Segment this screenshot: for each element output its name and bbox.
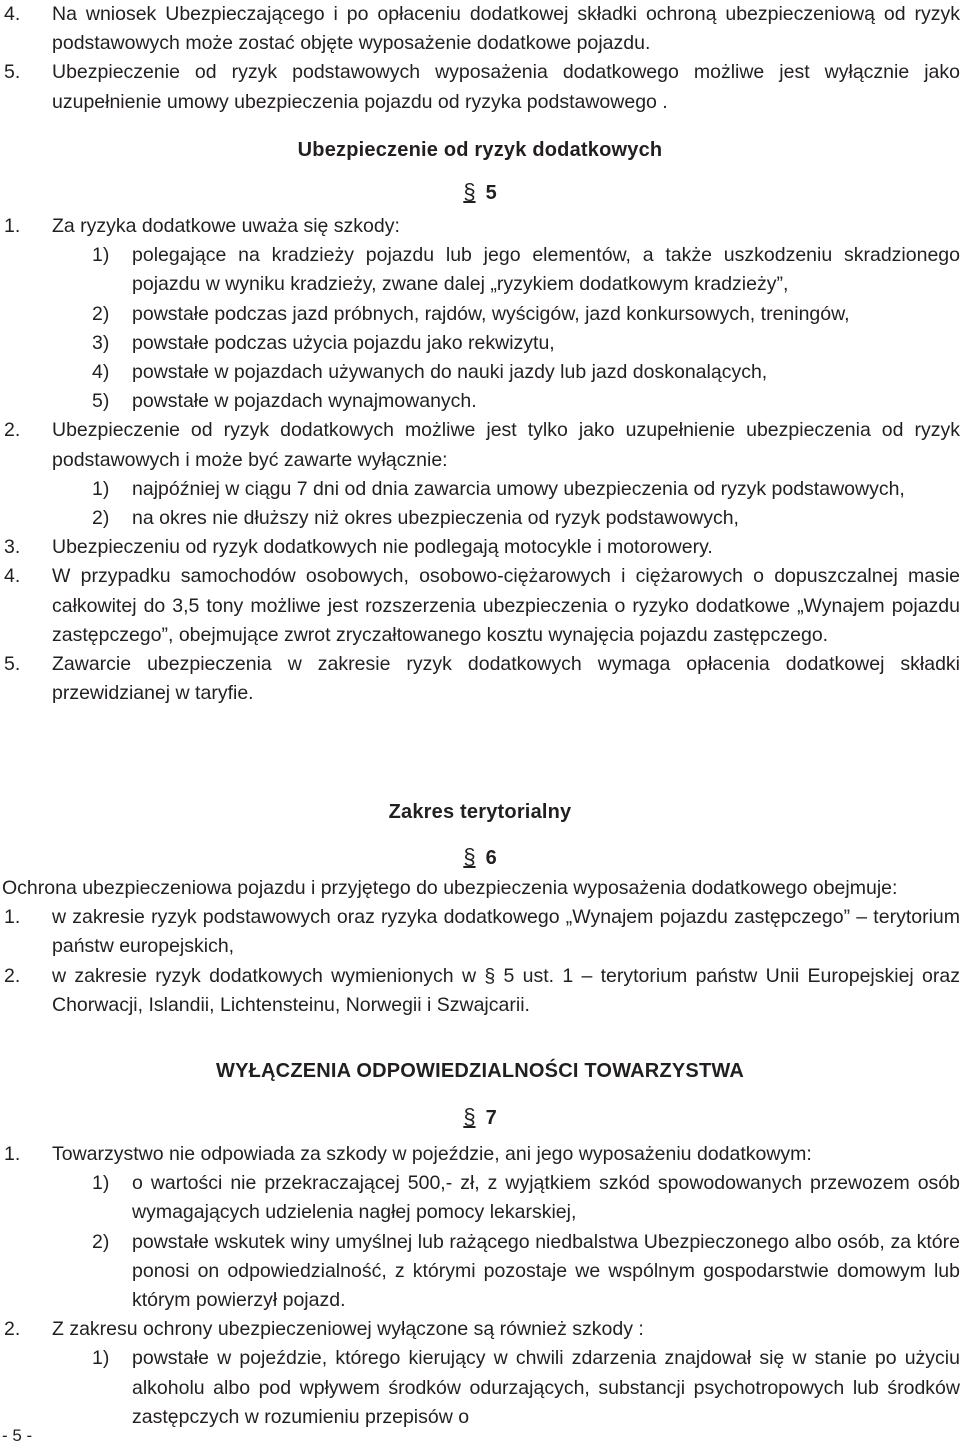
- sub-item-number: 1): [92, 244, 110, 267]
- paragraph-number: 7: [485, 1107, 497, 1129]
- list-item: [0, 416, 960, 474]
- item-number: 3.: [4, 536, 21, 559]
- sub-item-number: 2): [92, 1230, 110, 1253]
- item-text: Zawarcie ubezpieczenia w zakresie ryzyk dodatkowych wymaga opłacenia dodatkowej składki przewidzianej w taryfie.: [52, 653, 960, 705]
- section-heading-additional-risks: Ubezpieczenie od ryzyk dodatkowych: [297, 139, 663, 161]
- sub-item-text: polegające na kradzieży pojazdu lub jego elementów, a także uszkodzeniu skradzionego pojazdu w wyniku kradzieży, zwane dalej „ryzykiem dodatkowym kradzieży”,: [132, 244, 960, 296]
- item-number: 4.: [4, 3, 21, 25]
- sub-item-number: 3): [92, 331, 110, 354]
- sub-item-number: 2): [92, 302, 110, 325]
- sub-item-text: powstałe w pojazdach używanych do nauki jazdy lub jazd doskonalących,: [132, 361, 768, 384]
- sub-item-text: o wartości nie przekraczającej 500,- zł, z wyjątkiem szkód spowodowanych przewozem osób wymagających udzielenia nagłej pomocy lekarskiej,: [132, 1172, 960, 1224]
- sub-list-item: [0, 1228, 960, 1316]
- sub-list-item: [0, 1344, 960, 1432]
- item-number: 2.: [4, 1318, 21, 1341]
- paragraph-number-6: [0, 842, 960, 873]
- paragraph-6-body: [0, 874, 960, 1020]
- item-number: 5.: [4, 653, 21, 676]
- list-item: [0, 962, 960, 1020]
- sub-item-text: najpóźniej w ciągu 7 dni od dnia zawarcia umowy ubezpieczenia od ryzyk podstawowych,: [132, 477, 905, 500]
- list-item: [0, 533, 960, 562]
- list-item: [0, 1315, 960, 1344]
- paragraph-number: 6: [485, 847, 497, 869]
- sub-item-text: powstałe podczas jazd próbnych, rajdów, wyścigów, jazd konkursowych, treningów,: [132, 302, 850, 325]
- list-item: [0, 650, 960, 708]
- paragraph-7-body: [0, 1140, 960, 1432]
- sub-list-item: [0, 300, 960, 329]
- sub-list-item: [0, 504, 960, 533]
- sub-list-item: [0, 387, 960, 416]
- item-text: Towarzystwo nie odpowiada za szkody w pojeździe, ani jego wyposażeniu dodatkowym:: [52, 1143, 812, 1165]
- section-sign: §: [463, 844, 476, 869]
- sub-list-item: [0, 329, 960, 358]
- paragraph-number-5: [0, 177, 960, 208]
- item-number: 1.: [4, 1143, 21, 1165]
- paragraph-number-7: [0, 1102, 960, 1133]
- item-text: w zakresie ryzyk podstawowych oraz ryzyka dodatkowego „Wynajem pojazdu zastępczego” – terytorium państw europejskich,: [52, 906, 960, 958]
- list-item: [0, 58, 960, 116]
- sub-item-number: 2): [92, 507, 110, 530]
- item-number: 4.: [4, 565, 21, 588]
- section-sign: §: [463, 1104, 476, 1129]
- list-item: [0, 0, 960, 58]
- sub-item-text: powstałe podczas użycia pojazdu jako rekwizytu,: [132, 331, 555, 354]
- sub-item-text: na okres nie dłuższy niż okres ubezpieczenia od ryzyk podstawowych,: [132, 507, 739, 530]
- item-text: Za ryzyka dodatkowe uważa się szkody:: [52, 215, 400, 237]
- sub-item-text: powstałe wskutek winy umyślnej lub rażącego niedbalstwa Ubezpieczonego albo osób, za które ponosi on odpowiedzialność, z którymi pozostaje we wspólnym gospodarstwie domowym lub którym powierzył pojazd.: [132, 1230, 960, 1312]
- sub-item-number: 4): [92, 361, 110, 384]
- sub-item-text: powstałe w pojeździe, którego kierujący w chwili zdarzenia znajdował się w stanie po użyciu alkoholu albo pod wpływem środków odurzających, substancji psychotropowych lub środków zastępczych w rozumieniu przepisów o: [132, 1347, 960, 1428]
- list-item: [0, 1140, 960, 1169]
- item-text: Ubezpieczeniu od ryzyk dodatkowych nie podlegają motocykle i motorowery.: [52, 536, 713, 559]
- list-item: [0, 562, 960, 650]
- item-number: 2.: [4, 964, 21, 987]
- item-number: 1.: [4, 906, 21, 929]
- sub-list-item: [0, 475, 960, 504]
- item-text: Z zakresu ochrony ubezpieczeniowej wyłączone są również szkody :: [52, 1318, 644, 1341]
- list-item: [0, 212, 960, 241]
- item-number: 5.: [4, 61, 21, 84]
- paragraph-intro: Ochrona ubezpieczeniowa pojazdu i przyjętego do ubezpieczenia wyposażenia dodatkowego obejmuje:: [2, 877, 898, 899]
- list-item: [0, 903, 960, 961]
- sub-list-item: [0, 241, 960, 299]
- page-number: - 5 -: [2, 1426, 33, 1445]
- section-heading-exclusions: WYŁĄCZENIA ODPOWIEDZIALNOŚCI TOWARZYSTWA: [216, 1060, 744, 1082]
- item-number: 2.: [4, 419, 21, 442]
- section-sign: §: [463, 179, 476, 204]
- sub-item-number: 1): [92, 1172, 110, 1195]
- intro-items: [0, 0, 960, 117]
- sub-item-number: 5): [92, 390, 110, 413]
- sub-item-number: 1): [92, 1347, 110, 1370]
- sub-list-item: [0, 1169, 960, 1227]
- paragraph-5-body: [0, 212, 960, 708]
- item-text: w zakresie ryzyk dodatkowych wymienionych w § 5 ust. 1 – terytorium państw Unii Europejskiej oraz Chorwacji, Islandii, Lichtensteinu, Norwegii i Szwajcarii.: [52, 964, 960, 1016]
- item-number: 1.: [4, 215, 21, 237]
- sub-item-text: powstałe w pojazdach wynajmowanych.: [132, 390, 477, 413]
- item-text: Na wniosek Ubezpieczającego i po opłaceniu dodatkowej składki ochroną ubezpieczeniową od ryzyk podstawowych może zostać objęte wyposażenie dodatkowe pojazdu.: [52, 3, 960, 55]
- section-heading-territorial-scope: Zakres terytorialny: [388, 801, 572, 823]
- item-text: W przypadku samochodów osobowych, osobowo-ciężarowych i ciężarowych o dopuszczalnej masie całkowitej do 3,5 tony możliwe jest rozszerzenia ubezpieczenia o ryzyko dodatkowe „Wynajem pojazdu zastępczego”, obejmujące zwrot zryczałtowanego kosztu wynajęcia pojazdu zastępczego.: [52, 565, 960, 646]
- item-text: Ubezpieczenie od ryzyk dodatkowych możliwe jest tylko jako uzupełnienie ubezpieczenia od ryzyk podstawowych i może być zawarte wyłącznie:: [52, 419, 960, 471]
- sub-list-item: [0, 358, 960, 387]
- sub-item-number: 1): [92, 477, 110, 500]
- paragraph-number: 5: [485, 182, 497, 204]
- item-text: Ubezpieczenie od ryzyk podstawowych wyposażenia dodatkowego możliwe jest wyłącznie jako uzupełnienie umowy ubezpieczenia pojazdu od ryzyka podstawowego .: [52, 61, 960, 113]
